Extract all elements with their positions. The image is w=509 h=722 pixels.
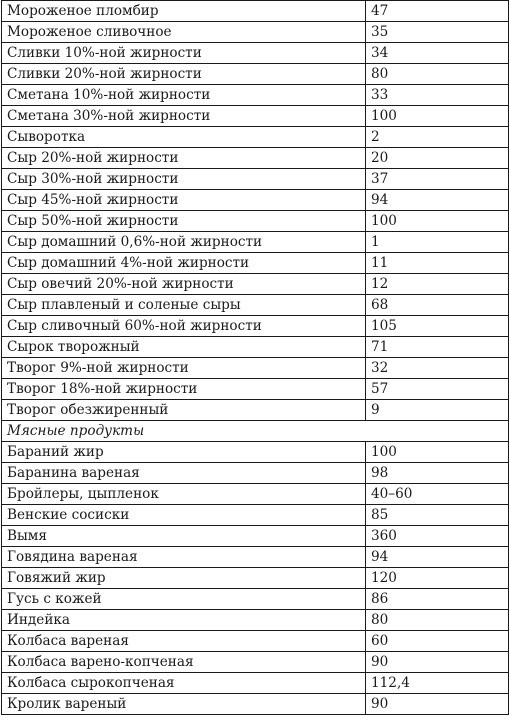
value-cell: 85 <box>366 505 509 526</box>
product-name-cell: Творог обезжиренный <box>2 400 366 421</box>
table-row <box>2 337 509 358</box>
table-row <box>2 463 509 484</box>
value-cell: 32 <box>366 358 509 379</box>
table-row <box>2 64 509 85</box>
product-name-cell: Колбаса вареная <box>2 631 366 652</box>
value-cell: 12 <box>366 274 509 295</box>
product-name-cell: Мороженое сливочное <box>2 22 366 43</box>
table-row <box>2 274 509 295</box>
table-row <box>2 85 509 106</box>
table-row <box>2 631 509 652</box>
value-cell: 60 <box>366 631 509 652</box>
value-cell: 100 <box>366 211 509 232</box>
value-cell: 9 <box>366 400 509 421</box>
value-cell: 105 <box>366 316 509 337</box>
table-row <box>2 295 509 316</box>
value-cell: 33 <box>366 85 509 106</box>
value-cell: 100 <box>366 442 509 463</box>
value-cell: 47 <box>366 1 509 22</box>
table-row <box>2 400 509 421</box>
product-name-cell: Сметана 30%-ной жирности <box>2 106 366 127</box>
table-row <box>2 484 509 505</box>
value-cell: 34 <box>366 43 509 64</box>
product-name-cell: Говяжий жир <box>2 568 366 589</box>
value-cell: 94 <box>366 547 509 568</box>
value-cell: 100 <box>366 106 509 127</box>
value-cell: 94 <box>366 190 509 211</box>
value-cell: 112,4 <box>366 673 509 694</box>
value-cell: 120 <box>366 568 509 589</box>
value-cell: 80 <box>366 610 509 631</box>
product-name-cell: Сливки 20%-ной жирности <box>2 64 366 85</box>
table-row <box>2 127 509 148</box>
product-name-cell: Сыр 50%-ной жирности <box>2 211 366 232</box>
table-row <box>2 169 509 190</box>
product-name-cell: Сыр плавленый и соленые сыры <box>2 295 366 316</box>
value-cell: 20 <box>366 148 509 169</box>
value-cell: 35 <box>366 22 509 43</box>
product-name-cell: Сыр домашний 0,6%-ной жирности <box>2 232 366 253</box>
table-row <box>2 190 509 211</box>
table-row <box>2 547 509 568</box>
table-row <box>2 43 509 64</box>
table-row <box>2 358 509 379</box>
product-name-cell: Творог 18%-ной жирности <box>2 379 366 400</box>
table-body <box>2 1 509 715</box>
value-cell: 98 <box>366 463 509 484</box>
product-name-cell: Мороженое пломбир <box>2 1 366 22</box>
product-name-cell: Говядина вареная <box>2 547 366 568</box>
product-name-cell: Сыр 30%-ной жирности <box>2 169 366 190</box>
table-row <box>2 652 509 673</box>
table-row <box>2 694 509 715</box>
table-row <box>2 316 509 337</box>
value-cell: 71 <box>366 337 509 358</box>
table-row <box>2 1 509 22</box>
value-cell: 2 <box>366 127 509 148</box>
product-name-cell: Венские сосиски <box>2 505 366 526</box>
product-name-cell: Гусь с кожей <box>2 589 366 610</box>
product-name-cell: Сыр сливочный 60%-ной жирности <box>2 316 366 337</box>
product-name-cell: Бройлеры, цыпленок <box>2 484 366 505</box>
section-row <box>2 421 509 442</box>
table-row <box>2 106 509 127</box>
product-name-cell: Индейка <box>2 610 366 631</box>
product-name-cell: Творог 9%-ной жирности <box>2 358 366 379</box>
value-cell: 37 <box>366 169 509 190</box>
table-row <box>2 610 509 631</box>
table-row <box>2 568 509 589</box>
value-cell: 86 <box>366 589 509 610</box>
value-cell: 90 <box>366 652 509 673</box>
table-row <box>2 589 509 610</box>
product-name-cell: Баранина вареная <box>2 463 366 484</box>
value-cell: 11 <box>366 253 509 274</box>
product-name-cell: Сметана 10%-ной жирности <box>2 85 366 106</box>
product-name-cell: Колбаса сырокопченая <box>2 673 366 694</box>
table-row <box>2 526 509 547</box>
product-name-cell: Бараний жир <box>2 442 366 463</box>
table-row <box>2 148 509 169</box>
product-name-cell: Сыр 20%-ной жирности <box>2 148 366 169</box>
table-row <box>2 379 509 400</box>
product-name-cell: Сыр 45%-ной жирности <box>2 190 366 211</box>
product-name-cell: Сыр домашний 4%-ной жирности <box>2 253 366 274</box>
product-name-cell: Сыворотка <box>2 127 366 148</box>
product-name-cell: Сырок творожный <box>2 337 366 358</box>
table-row <box>2 442 509 463</box>
product-name-cell: Сыр овечий 20%-ной жирности <box>2 274 366 295</box>
product-name-cell: Колбаса варено-копченая <box>2 652 366 673</box>
table-row <box>2 211 509 232</box>
cholesterol-table <box>1 0 509 715</box>
product-name-cell: Сливки 10%-ной жирности <box>2 43 366 64</box>
value-cell: 80 <box>366 64 509 85</box>
value-cell: 90 <box>366 694 509 715</box>
value-cell: 40–60 <box>366 484 509 505</box>
value-cell: 1 <box>366 232 509 253</box>
product-name-cell: Вымя <box>2 526 366 547</box>
value-cell: 68 <box>366 295 509 316</box>
table-row <box>2 673 509 694</box>
section-title: Мясные продукты <box>2 421 509 442</box>
table-row <box>2 505 509 526</box>
table-row <box>2 22 509 43</box>
value-cell: 360 <box>366 526 509 547</box>
product-name-cell: Кролик вареный <box>2 694 366 715</box>
table-row <box>2 232 509 253</box>
table-row <box>2 253 509 274</box>
value-cell: 57 <box>366 379 509 400</box>
